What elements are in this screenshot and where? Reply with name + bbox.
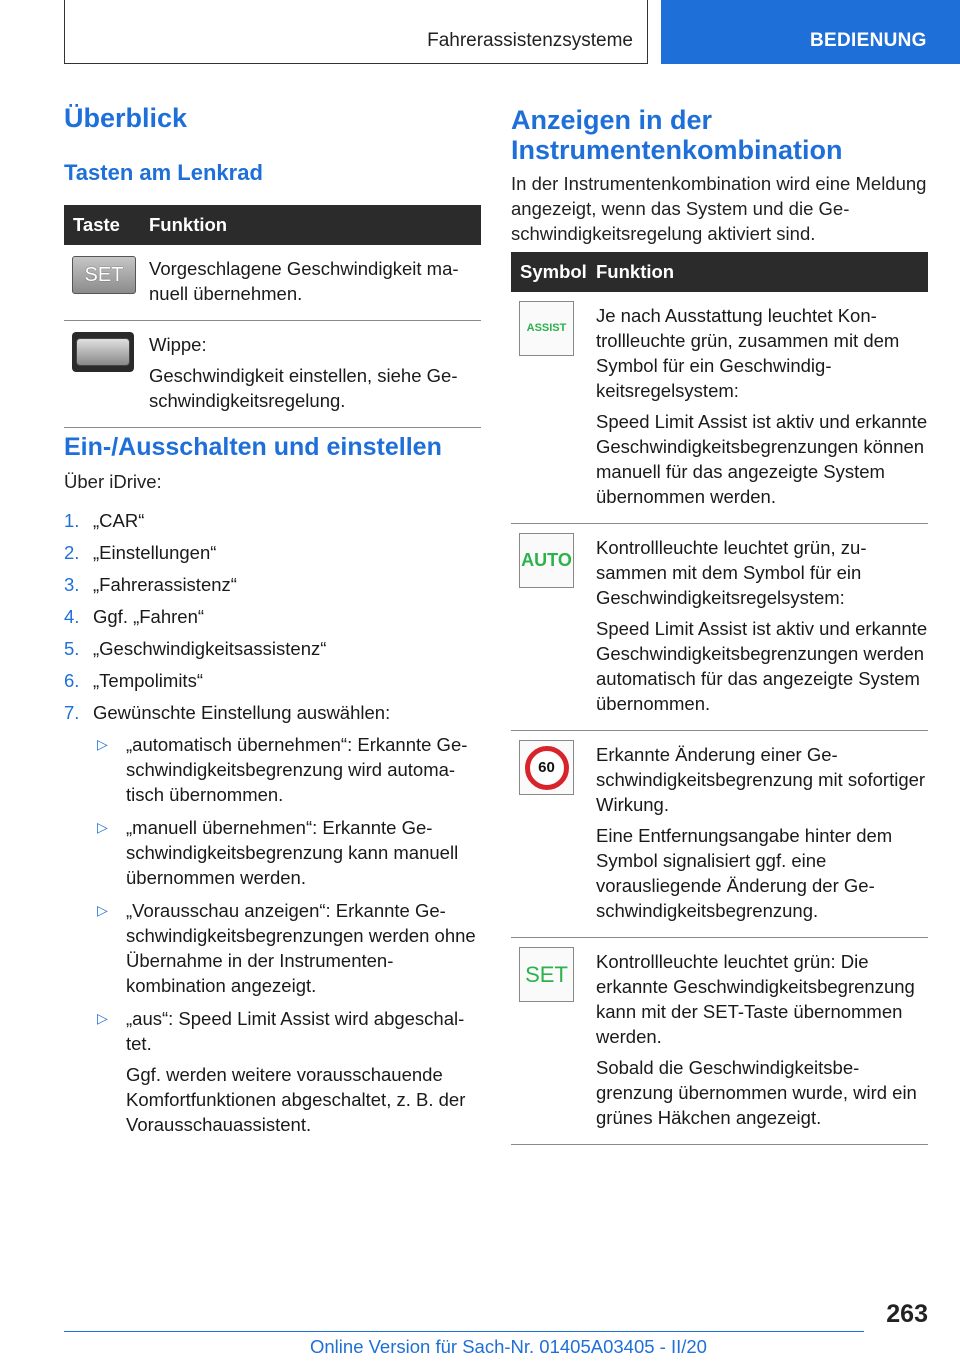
- icon-cell: [511, 731, 587, 938]
- header-section-title: Fahrerassistenzsysteme: [427, 30, 633, 51]
- rocker-switch-icon: [72, 332, 134, 372]
- assist-icon-label: ASSIST: [526, 322, 567, 334]
- step-text: „CAR“: [93, 510, 145, 531]
- footer-divider: [64, 1331, 864, 1332]
- col-header-function: Funktion: [587, 252, 928, 292]
- set-indicator-label: SET: [525, 962, 568, 987]
- table-row: [511, 524, 928, 731]
- section-title-display: [511, 105, 843, 165]
- col-header-symbol: Symbol: [511, 252, 587, 292]
- section-title-line1: Anzeigen in der: [511, 105, 713, 135]
- function-text: Sobald die Geschwindigkeitsbegrenzung übernommen wurde, wird ein grünes Häkchen angezeigt.: [596, 1057, 917, 1128]
- function-text: Kontrollleuchte leuchtet grün: Die erkannte Geschwindigkeitsbegrenzung kann mit der SET-Taste übernommen werden.: [596, 951, 915, 1047]
- option-text: „manuell übernehmen“: Erkannte Geschwindigkeitsbegrenzung kann manuell übernommen werden.: [126, 817, 459, 888]
- table-header-row: [64, 205, 481, 245]
- section-title-line2: Instrumentenkombination: [511, 135, 843, 165]
- function-text: Wippe:: [149, 334, 207, 355]
- step-number: 1.: [64, 510, 80, 531]
- step-text: „Geschwindigkeitsassistenz“: [93, 638, 327, 659]
- table-row: [64, 245, 481, 321]
- step-text: „Einstellungen“: [93, 542, 217, 563]
- function-text: Speed Limit Assist ist aktiv und erkannte Geschwindigkeitsbegrenzungen werden automatisch für das angezeigte System übernommen.: [596, 618, 928, 714]
- list-item: [64, 604, 481, 629]
- set-key-icon: [72, 256, 136, 294]
- set-key-icon-label: SET: [84, 263, 124, 286]
- step-number: 7.: [64, 702, 80, 723]
- options-list: [93, 732, 481, 1137]
- option-item: [93, 732, 481, 807]
- table-row: [511, 938, 928, 1145]
- list-item: [64, 700, 481, 1137]
- table-row: [511, 292, 928, 524]
- step-text: „Tempolimits“: [93, 670, 203, 691]
- steps-list: [64, 508, 481, 1145]
- option-item: [93, 815, 481, 890]
- step-number: 3.: [64, 574, 80, 595]
- header-chapter-tab: [661, 0, 960, 64]
- list-item: [64, 668, 481, 693]
- function-text: Speed Limit Assist ist aktiv und erkannte Geschwindigkeitsbegrenzungen können manuell für das angezeigte System übernommen werden.: [596, 411, 928, 507]
- function-text: Eine Entfernungsangabe hinter dem Symbol signalisiert ggf. eine vorausliegende Änderung der Geschwindigkeitsbegrenzung.: [596, 825, 893, 921]
- header-section-box: [64, 0, 648, 64]
- function-text: Kontrollleuchte leuchtet grün, zusammen mit dem Symbol für ein Geschwindigkeitsregelsystem:: [596, 537, 867, 608]
- bullet-triangle-icon: ▷: [97, 736, 108, 752]
- bullet-triangle-icon: ▷: [97, 819, 108, 835]
- option-text: „aus“: Speed Limit Assist wird abgeschaltet.: [126, 1008, 465, 1054]
- speed-limit-sign-icon: [519, 740, 574, 795]
- table-header-row: [511, 252, 928, 292]
- col-header-function: Funktion: [140, 205, 481, 245]
- bullet-triangle-icon: ▷: [97, 1010, 108, 1026]
- list-item: [64, 540, 481, 565]
- step-number: 2.: [64, 542, 80, 563]
- step-text: Gewünschte Einstellung auswählen:: [93, 702, 391, 723]
- footer-online-version: Online Version für Sach-Nr. 01405A03405 - II/20: [310, 1336, 707, 1357]
- col-header-key: Taste: [64, 205, 140, 245]
- bullet-triangle-icon: ▷: [97, 902, 108, 918]
- icon-cell: [64, 321, 140, 428]
- function-cell: [140, 321, 481, 428]
- function-text: Geschwindigkeit einstellen, siehe Geschwindigkeitsregelung.: [149, 365, 458, 411]
- option-note: Ggf. werden weitere vorausschauende Komfortfunktionen abgeschaltet, z. B. der Vorausschauassistent.: [126, 1064, 466, 1135]
- function-text: Je nach Ausstattung leuchtet Kontrollleuchte grün, zusammen mit dem Symbol für ein Geschwindigkeitsregelsystem:: [596, 305, 900, 401]
- option-text: „automatisch übernehmen“: Erkannte Geschwindigkeitsbegrenzung wird automatisch übernommen.: [126, 734, 468, 805]
- icon-cell: [511, 524, 587, 731]
- step-text: Ggf. „Fahren“: [93, 606, 205, 627]
- header-chapter-title: BEDIENUNG: [810, 30, 927, 51]
- function-text: Vorgeschlagene Geschwindigkeit manuell übernehmen.: [149, 258, 459, 304]
- steering-buttons-table: [64, 205, 481, 428]
- option-item: [93, 1006, 481, 1137]
- speed-limit-sign-60: 60: [525, 746, 569, 790]
- page-number: 263: [886, 1300, 928, 1328]
- function-text: Erkannte Änderung einer Geschwindigkeitsbegrenzung mit sofortiger Wirkung.: [596, 744, 926, 815]
- list-item: [64, 508, 481, 533]
- option-text: „Vorausschau anzeigen“: Erkannte Geschwindigkeitsbegrenzungen werden ohne Übernahme in der Instrumentenkombination angezeigt.: [126, 900, 476, 996]
- function-cell: [587, 292, 928, 524]
- function-cell: [587, 524, 928, 731]
- step-text: „Fahrerassistenz“: [93, 574, 237, 595]
- icon-cell: [64, 245, 140, 321]
- auto-icon-label: AUTO: [521, 550, 572, 570]
- table-row: [511, 731, 928, 938]
- subtitle-steering-buttons: Tasten am Lenkrad: [64, 160, 263, 185]
- option-item: [93, 898, 481, 998]
- list-item: [64, 636, 481, 661]
- section-title-on-off: Ein-/Ausschalten und einstellen: [64, 433, 442, 461]
- icon-cell: [511, 938, 587, 1145]
- symbols-table: [511, 252, 928, 1145]
- auto-icon: [519, 533, 574, 588]
- list-item: [64, 572, 481, 597]
- step-number: 4.: [64, 606, 80, 627]
- intro-text: Über iDrive:: [64, 471, 162, 492]
- icon-cell: [511, 292, 587, 524]
- assist-icon: [519, 301, 574, 356]
- function-cell: [140, 245, 481, 321]
- table-row: [64, 321, 481, 428]
- step-number: 6.: [64, 670, 80, 691]
- page-title: Überblick: [64, 103, 188, 133]
- function-cell: [587, 731, 928, 938]
- display-intro-text: In der Instrumentenkombination wird eine Meldung angezeigt, wenn das System und die Geschwindigkeitsregelung aktiviert sind.: [511, 173, 927, 244]
- set-indicator-icon: [519, 947, 574, 1002]
- step-number: 5.: [64, 638, 80, 659]
- function-cell: [587, 938, 928, 1145]
